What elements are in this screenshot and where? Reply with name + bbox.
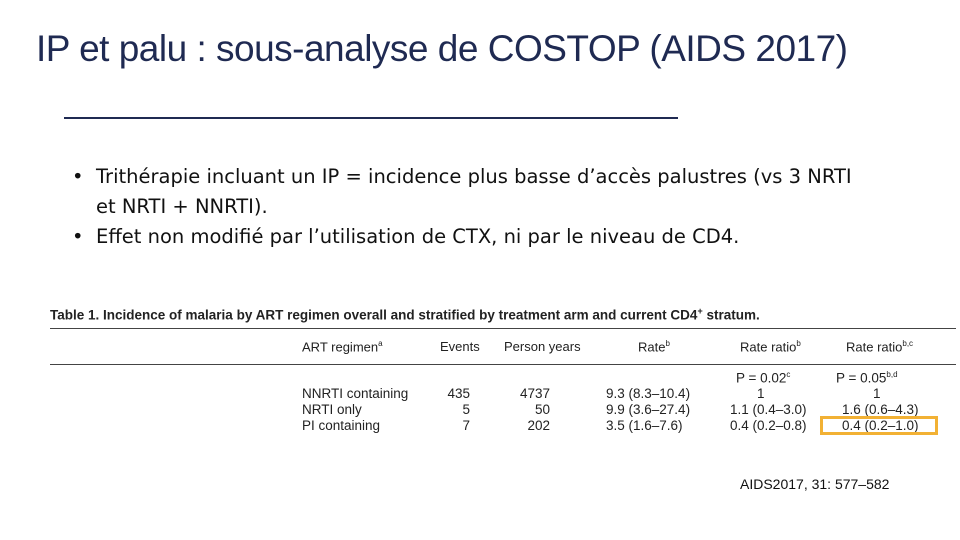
cell-person-years: 202: [527, 418, 550, 433]
cell-rate-ratio-adjusted: 1.6 (0.6–4.3): [842, 402, 919, 417]
title-underline: [64, 117, 678, 119]
cell-regimen: NNRTI containing: [302, 386, 409, 401]
bullet-dot-icon: •: [72, 225, 84, 248]
bullet-item: [72, 222, 872, 252]
cell-person-years: 4737: [519, 386, 550, 401]
cell-events: 5: [462, 402, 470, 417]
cell-rate: 9.3 (8.3–10.4): [606, 386, 691, 401]
header-rate-ratio: Rate ratio$^b$: [740, 339, 801, 355]
bullet-text: Effet non modifié par l’utilisation de CTX, ni par le niveau de CD4.: [96, 225, 740, 248]
cell-person-years: 50: [534, 402, 550, 417]
bullet-text: Trithérapie incluant un IP = incidence plus basse d’accès palustres (vs 3 NRTI et NRTI + NNRTI).: [96, 165, 852, 218]
cell-rate-ratio: 1.1 (0.4–3.0): [730, 402, 807, 417]
bullet-dot-icon: •: [72, 165, 84, 188]
highlight-box: [820, 416, 938, 435]
cell-rate-ratio: 1: [757, 386, 765, 401]
bullet-list: [72, 162, 872, 252]
header-regimen: ART regimen$^a$: [302, 339, 383, 355]
table-caption: Table 1. Incidence of malaria by ART regimen overall and stratified by treatment arm and current CD4+ stratum.: [50, 306, 760, 323]
p-value-1: P = 0.02$^c$: [736, 370, 791, 386]
header-rate: Rate$^b$: [638, 339, 670, 355]
header-rate-ratio-adjusted: Rate ratio$^{b,c}$: [846, 339, 914, 355]
header-person-years: Person years: [504, 339, 581, 354]
slide-title: IP et palu : sous-analyse de COSTOP (AIDS 2017): [36, 28, 848, 69]
table-top-rule: [50, 328, 956, 329]
table-excerpt: [50, 302, 956, 442]
cell-rate-ratio-adjusted: 0.4 (0.2–1.0): [842, 418, 919, 433]
cell-rate: 3.5 (1.6–7.6): [606, 418, 683, 433]
cell-regimen: PI containing: [302, 418, 381, 433]
cell-rate: 9.9 (3.6–27.4): [606, 402, 691, 417]
cell-rate-ratio-adjusted: 1: [873, 386, 881, 401]
header-events: Events: [440, 339, 480, 354]
cell-events: 7: [462, 418, 470, 433]
p-value-2: $P = 0.05^{b,d}$: [836, 370, 898, 386]
cell-rate-ratio: 0.4 (0.2–0.8): [730, 418, 807, 433]
cell-regimen: NRTI only: [302, 402, 362, 417]
bullet-item: [72, 162, 872, 222]
table-header-rule: [50, 364, 956, 365]
cell-events: 435: [447, 386, 470, 401]
citation: AIDS2017, 31: 577–582: [740, 476, 890, 492]
